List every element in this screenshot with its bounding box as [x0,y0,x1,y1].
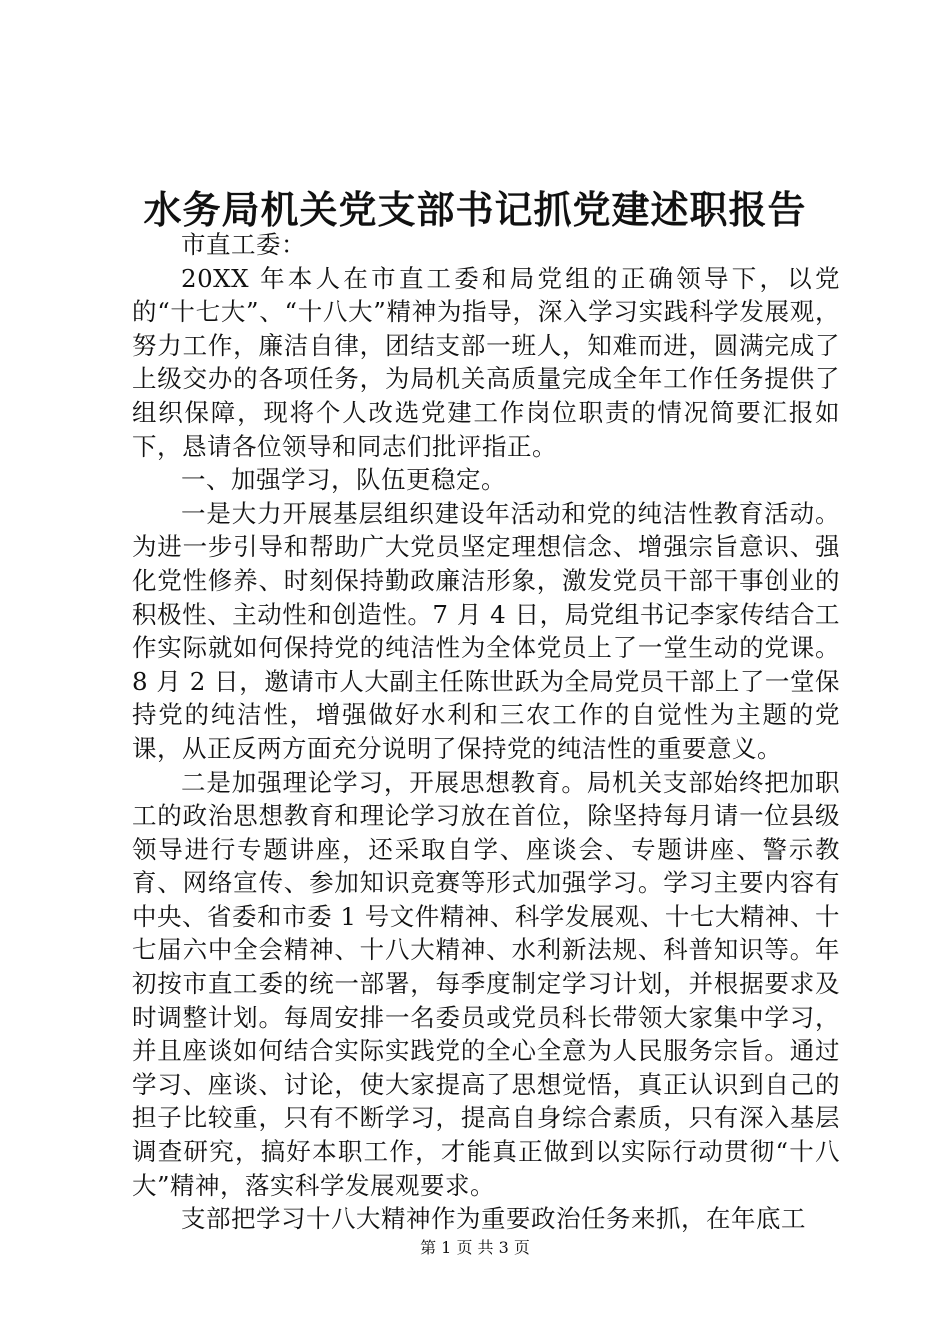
paragraph-point-1: 一是大力开展基层组织建设年活动和党的纯洁性教育活动。为进一步引导和帮助广大党员坚定理想信念、增强宗旨意识、强化党性修养、时刻保持勤政廉洁形象，激发党员干部干事创业的积极性、主动性和创造性。7 月 4 日，局党组书记李家传结合工作实际就如何保持党的纯洁性为全体党员上了一堂生动的党课。8 月 2 日，邀请市人大副主任陈世跃为全局党员干部上了一堂保持党的纯洁性，增强做好水利和三农工作的自觉性为主题的党课，从正反两方面充分说明了保持党的纯洁性的重要意义。 [132,498,840,763]
page-footer: 第 1 页 共 3 页 [420,1238,530,1257]
paragraph-continued: 支部把学习十八大精神作为重要政治任务来抓，在年底工 [181,1204,806,1234]
document-title: 水务局机关党支部书记抓党建述职报告 [143,187,807,232]
paragraph-intro: 20XX 年本人在市直工委和局党组的正确领导下，以党的“十七大”、“十八大”精神为指导，深入学习实践科学发展观，努力工作，廉洁自律，团结支部一班人，知难而进，圆满完成了上级交办的各项任务，为局机关高质量完成全年工作任务提供了组织保障，现将个人改选党建工作岗位职责的情况简要汇报如下，恳请各位领导和同志们批评指正。 [132,263,840,461]
paragraph-point-2: 二是加强理论学习，开展思想教育。局机关支部始终把加职工的政治思想教育和理论学习放在首位，除坚持每月请一位县级领导进行专题讲座，还采取自学、座谈会、专题讲座、警示教育、网络宣传、参加知识竞赛等形式加强学习。学习主要内容有中央、省委和市委 1 号文件精神、科学发展观、十七大精神、十七届六中全会精神、十八大精神、水利新法规、科普知识等。年初按市直工委的统一部署，每季度制定学习计划，并根据要求及时调整计划。每周安排一名委员或党员科长带领大家集中学习，并且座谈如何结合实际实践党的全心全意为人民服务宗旨。通过学习、座谈、讨论，使大家提高了思想觉悟，真正认识到自己的担子比较重，只有不断学习，提高自身综合素质，只有深入基层调查研究，搞好本职工作，才能真正做到以实际行动贯彻“十八大”精神，落实科学发展观要求。 [132,767,840,1200]
document-body [132,228,840,1236]
salutation: 市直工委： [181,230,306,259]
section-heading-1: 一、加强学习，队伍更稳定。 [181,465,506,495]
